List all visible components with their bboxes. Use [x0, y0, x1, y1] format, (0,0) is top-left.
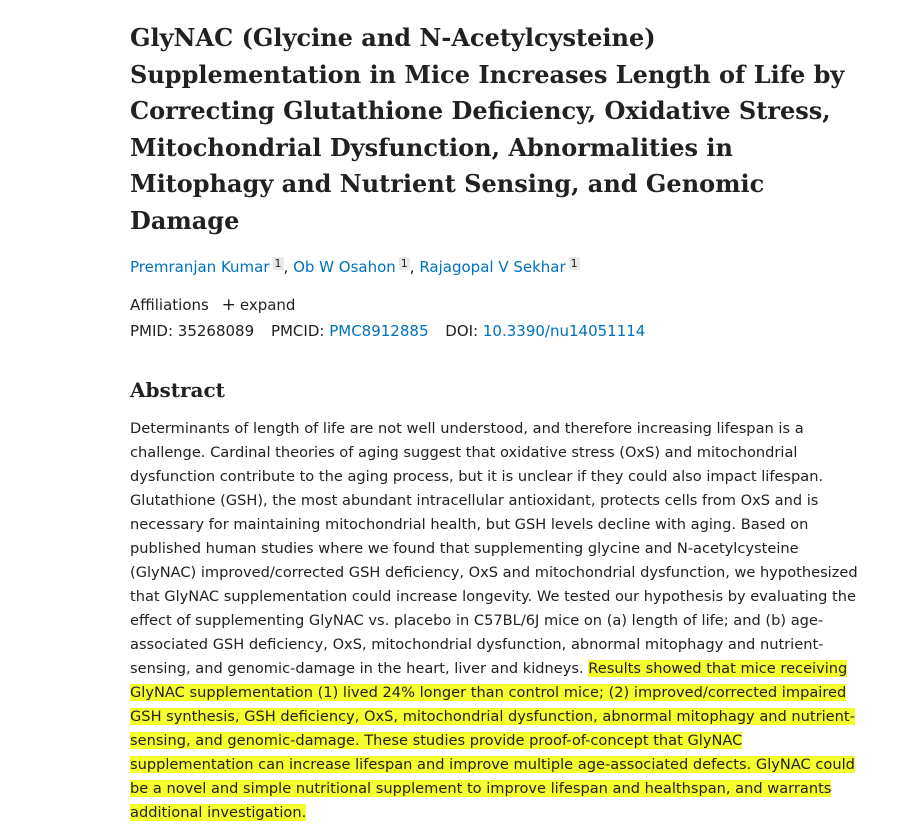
- abstract-body: [130, 417, 860, 825]
- plus-icon: +: [221, 295, 236, 315]
- author-link[interactable]: Ob W Osahon: [293, 258, 396, 276]
- author-link[interactable]: Premranjan Kumar: [130, 258, 270, 276]
- doi-label: DOI:: [445, 322, 479, 340]
- author-link[interactable]: Rajagopal V Sekhar: [419, 258, 566, 276]
- abstract-heading: Abstract: [130, 378, 225, 402]
- expand-label: expand: [239, 296, 296, 314]
- abstract-highlighted-text: Results showed that mice receiving GlyNAC supplementation (1) lived 24% longer than control mice; (2) improved/corrected impaired GSH synthesis, GSH deficiency, OxS, mitochondrial dysfunction, abnormal mitophagy and nutrient-sensing, and genomic-damage. These studies provide proof-of-concept that GlyNAC supplementation can increase lifespan and improve multiple age-associated defects. GlyNAC could be a novel and simple nutritional supplement to improve lifespan and healthspan, and warrants additional investigation.: [130, 660, 855, 821]
- affiliation-number[interactable]: 1: [570, 257, 578, 270]
- article-title: GlyNAC (Glycine and N-Acetylcysteine) Supplementation in Mice Increases Length of Life by Correcting Glutathione Deficiency, Oxidative Stress, Mitochondrial Dysfunction, Abnormalities in Mitophagy and Nutrient Sensing, and Genomic Damage: [130, 23, 845, 235]
- affiliation-number[interactable]: 1: [274, 257, 282, 270]
- doi-link[interactable]: 10.3390/nu14051114: [482, 322, 646, 340]
- expand-affiliations-button[interactable]: [222, 296, 296, 314]
- pmcid-link[interactable]: PMC8912885: [329, 322, 429, 340]
- author-separator: ,: [409, 258, 420, 276]
- abstract-text: Determinants of length of life are not well understood, and therefore increasing lifespan is a challenge. Cardinal theories of aging suggest that oxidative stress (OxS) and mitochondrial dysfunction contribute to the aging process, but it is unclear if they could also impact lifespan. Glutathione (GSH), the most abundant intracellular antioxidant, protects cells from OxS and is necessary for maintaining mitochondrial health, but GSH levels decline with aging. Based on published human studies where we found that supplementing glycine and N-acetylcysteine (GlyNAC) improved/corrected GSH deficiency, OxS and mitochondrial dysfunction, we hypothesized that GlyNAC supplementation could increase longevity. We tested our hypothesis by evaluating the effect of supplementing GlyNAC vs. placebo in C57BL/6J mice on (a) length of life; and (b) age-associated GSH deficiency, OxS, mitochondrial dysfunction, abnormal mitophagy and nutrient-sensing, and genomic-damage in the heart, liver and kidneys.: [130, 420, 858, 677]
- affiliations-label: Affiliations: [130, 296, 209, 314]
- pmcid-label: PMCID:: [270, 322, 325, 340]
- author-list: [130, 256, 860, 278]
- author-separator: ,: [283, 258, 294, 276]
- pmid-value: 35268089: [177, 322, 255, 340]
- identifiers-row: [130, 320, 645, 342]
- affiliations-row: [130, 294, 295, 316]
- affiliation-number[interactable]: 1: [400, 257, 408, 270]
- pmid-label: PMID:: [130, 322, 174, 340]
